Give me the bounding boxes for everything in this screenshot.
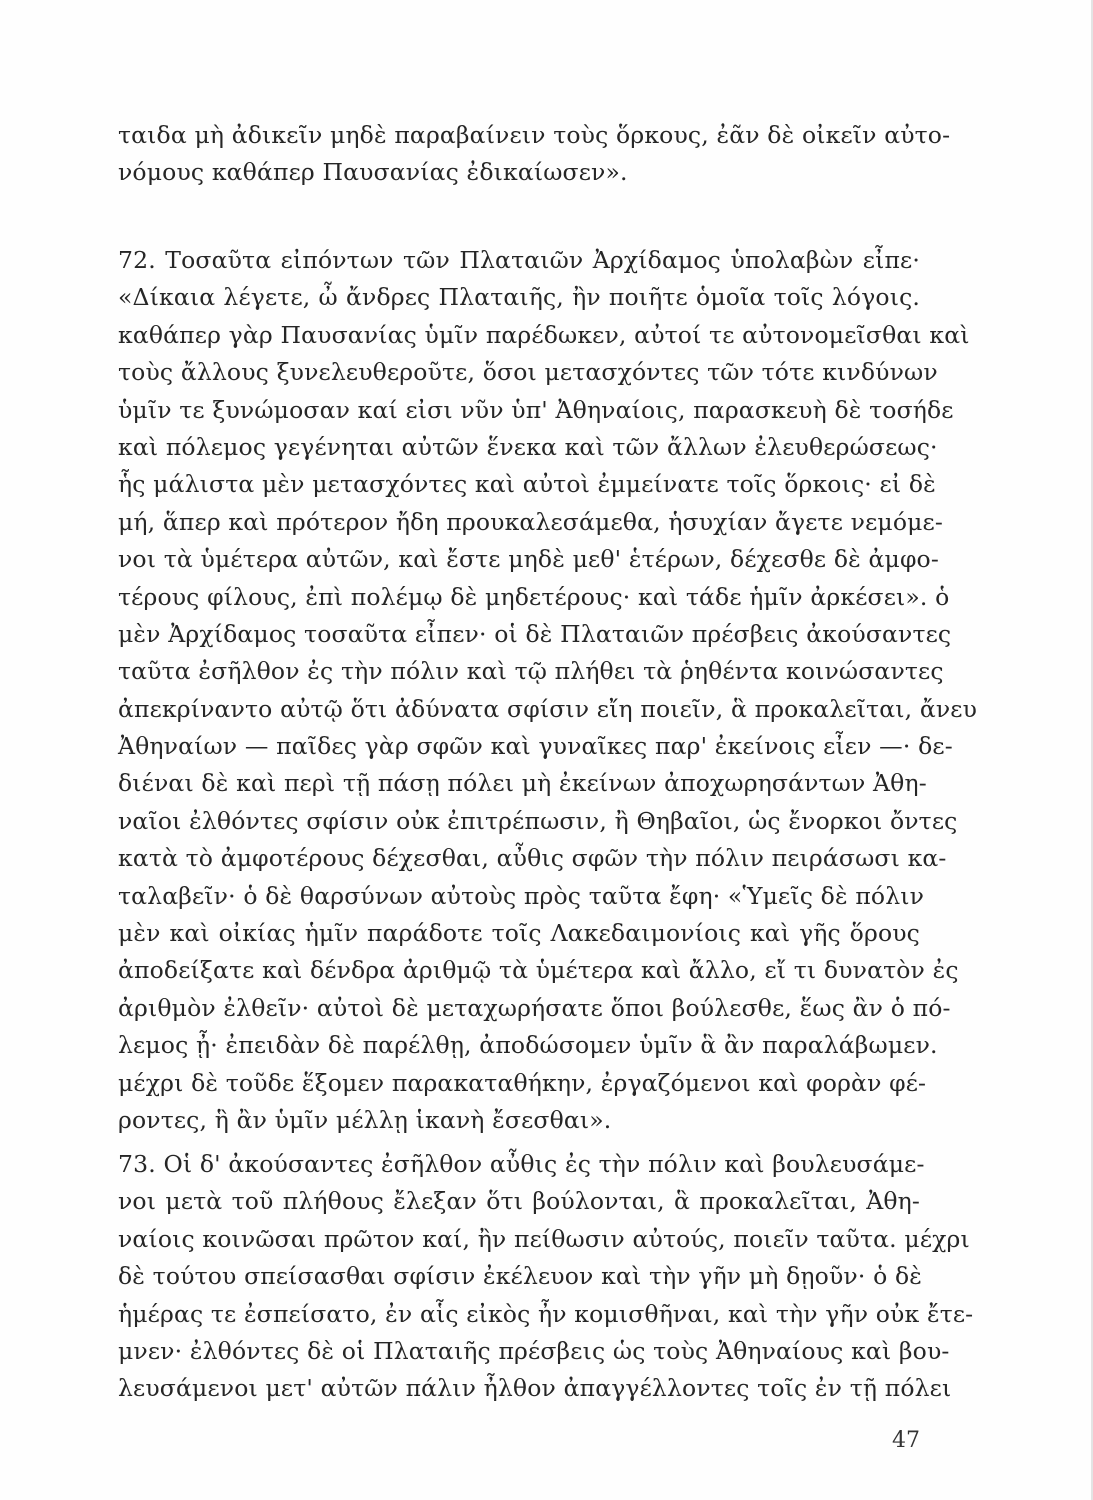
text-line: 72. Τοσαῦτα εἰπόντων τῶν Πλαταιῶν Ἀρχίδαμος ὑπολαβὼν εἶπε· bbox=[118, 246, 920, 274]
text-line: ἀποδείξατε καὶ δένδρα ἀριθμῷ τὰ ὑμέτερα καὶ ἄλλο, εἴ τι δυνατὸν ἐς bbox=[118, 956, 959, 985]
text-line: ναῖοι ἐλθόντες σφίσιν οὐκ ἐπιτρέπωσιν, ἢ Θηβαῖοι, ὡς ἔνορκοι ὄντες bbox=[118, 806, 958, 835]
text-line: ἀπεκρίναντο αὐτῷ ὅτι ἀδύνατα σφίσιν εἴη ποιεῖν, ἃ προκαλεῖται, ἄνευ bbox=[118, 694, 978, 723]
text-line: δὲ τούτου σπείσασθαι σφίσιν ἐκέλευον καὶ τὴν γῆν μὴ δῃοῦν· ὁ δὲ bbox=[118, 1262, 923, 1291]
text-line: νοι τὰ ὑμέτερα αὐτῶν, καὶ ἔστε μηδὲ μεθ' ἑτέρων, δέχεσθε δὲ ἀμφο- bbox=[118, 545, 939, 574]
chapter-72-paragraph bbox=[118, 242, 978, 1139]
text-line: καθάπερ γὰρ Παυσανίας ὑμῖν παρέδωκεν, αὐτοί τε αὐτονομεῖσθαι καὶ bbox=[118, 320, 970, 349]
text-line: ναίοις κοινῶσαι πρῶτον καί, ἢν πείθωσιν αὐτούς, ποιεῖν ταῦτα. μέχρι bbox=[118, 1224, 970, 1253]
text-line: ταλαβεῖν· ὁ δὲ θαρσύνων αὐτοὺς πρὸς ταῦτα ἔφη· «Ὑμεῖς δὲ πόλιν bbox=[118, 881, 925, 910]
text-line: ταιδα μὴ ἀδικεῖν μηδὲ παραβαίνειν τοὺς ὅρκους, ἐᾶν δὲ οἰκεῖν αὐτο- bbox=[118, 121, 951, 149]
text-line: λευσάμενοι μετ' αὐτῶν πάλιν ἦλθον ἀπαγγέλλοντες τοῖς ἐν τῇ πόλει bbox=[118, 1374, 952, 1403]
text-line: λεμος ᾖ· ἐπειδὰν δὲ παρέλθῃ, ἀποδώσομεν ὑμῖν ἃ ἂν παραλάβωμεν. bbox=[118, 1031, 938, 1060]
text-line: 73. Οἱ δ' ἀκούσαντες ἐσῆλθον αὖθις ἐς τὴν πόλιν καὶ βουλευσάμε- bbox=[118, 1150, 925, 1178]
chapter-73-paragraph bbox=[118, 1146, 974, 1408]
text-line: μὲν καὶ οἰκίας ἡμῖν παράδοτε τοῖς Λακεδαιμονίοις καὶ γῆς ὅρους bbox=[118, 919, 920, 948]
text-line: ἧς μάλιστα μὲν μετασχόντες καὶ αὐτοὶ ἐμμείνατε τοῖς ὅρκοις· εἰ δὲ bbox=[118, 470, 936, 499]
text-line: τοὺς ἄλλους ξυνελευθεροῦτε, ὅσοι μετασχόντες τῶν τότε κινδύνων bbox=[118, 358, 938, 387]
text-line: «Δίκαια λέγετε, ὦ ἄνδρες Πλαταιῆς, ἢν ποιῆτε ὁμοῖα τοῖς λόγοις. bbox=[118, 283, 920, 312]
text-line: ὑμῖν τε ξυνώμοσαν καί εἰσι νῦν ὑπ' Ἀθηναίοις, παρασκευὴ δὲ τοσήδε bbox=[118, 395, 954, 424]
text-line: ἀριθμὸν ἐλθεῖν· αὐτοὶ δὲ μεταχωρήσατε ὅποι βούλεσθε, ἕως ἂν ὁ πό- bbox=[118, 993, 951, 1022]
text-line: νοι μετὰ τοῦ πλήθους ἔλεξαν ὅτι βούλονται, ἃ προκαλεῖται, Ἀθη- bbox=[118, 1187, 920, 1216]
continuation-paragraph bbox=[118, 117, 951, 192]
text-line: μή, ἅπερ καὶ πρότερον ἤδη προυκαλεσάμεθα, ἡσυχίαν ἄγετε νεμόμε- bbox=[118, 507, 943, 536]
text-line: καὶ πόλεμος γεγένηται αὐτῶν ἕνεκα καὶ τῶν ἄλλων ἐλευθερώσεως· bbox=[118, 432, 938, 461]
text-line: μέχρι δὲ τοῦδε ἕξομεν παρακαταθήκην, ἐργαζόμενοι καὶ φορὰν φέ- bbox=[118, 1068, 927, 1097]
page-number: 47 bbox=[892, 1428, 920, 1453]
text-line: τέρους φίλους, ἐπὶ πολέμῳ δὲ μηδετέρους· καὶ τάδε ἡμῖν ἀρκέσει». ὁ bbox=[118, 582, 950, 611]
text-line: ροντες, ἣ ἂν ὑμῖν μέλλῃ ἱκανὴ ἔσεσθαι». bbox=[118, 1105, 612, 1134]
text-line: διέναι δὲ καὶ περὶ τῇ πάσῃ πόλει μὴ ἐκείνων ἀποχωρησάντων Ἀθη- bbox=[118, 769, 927, 798]
text-line: νόμους καθάπερ Παυσανίας ἐδικαίωσεν». bbox=[118, 158, 628, 187]
text-line: μνεν· ἐλθόντες δὲ οἱ Πλαταιῆς πρέσβεις ὡς τοὺς Ἀθηναίους καὶ βου- bbox=[118, 1336, 950, 1365]
text-line: κατὰ τὸ ἀμφοτέρους δέχεσθαι, αὖθις σφῶν τὴν πόλιν πειράσωσι κα- bbox=[118, 844, 947, 873]
text-line: μὲν Ἀρχίδαμος τοσαῦτα εἶπεν· οἱ δὲ Πλαταιῶν πρέσβεις ἀκούσαντες bbox=[118, 619, 952, 648]
text-line: ἡμέρας τε ἐσπείσατο, ἐν αἷς εἰκὸς ἦν κομισθῆναι, καὶ τὴν γῆν οὐκ ἔτε- bbox=[118, 1299, 974, 1328]
text-line: Ἀθηναίων — παῖδες γὰρ σφῶν καὶ γυναῖκες παρ' ἐκείνοις εἶεν —· δε- bbox=[118, 732, 953, 761]
text-line: ταῦτα ἐσῆλθον ἐς τὴν πόλιν καὶ τῷ πλήθει τὰ ῥηθέντα κοινώσαντες bbox=[118, 657, 944, 686]
